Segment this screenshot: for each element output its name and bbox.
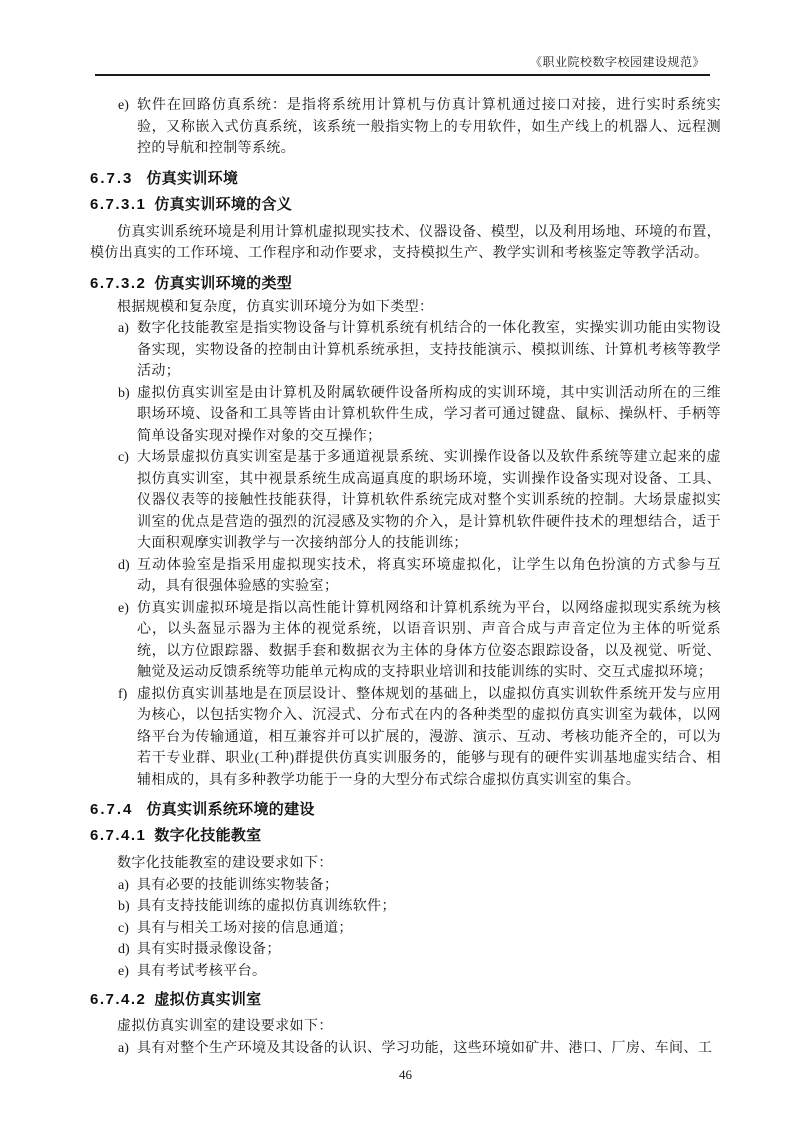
list-item-text: 大场景虚拟仿真实训室是基于多通道视景系统、实训操作设备以及软件系统等建立起来的虚拟仿真实训室，其中视景系统生成高逼真度的职场环境，实训操作设备实现对设备、工具、仪器仪表等的接触性技能获得，计算机软件系统完成对整个实训系统的控制。大场景虚拟实训室的优点是营造的强烈的沉浸感及实物的介入，是计算机软件硬件技术的理想结合，适于大面积观摩实训教学与一次接纳部分人的技能训练； bbox=[137, 450, 721, 551]
list-item-text: 虚拟仿真实训室是由计算机及附属软硬件设备所构成的实训环境，其中实训活动所在的三维职场环境、设备和工具等皆由计算机软件生成，学习者可通过键盘、鼠标、操纵杆、手柄等简单设备实现对操作对象的交互操作； bbox=[137, 385, 721, 444]
header-rule bbox=[95, 74, 710, 76]
list-item bbox=[90, 939, 721, 961]
list-item-text: 具有支持技能训练的虚拟仿真训练软件； bbox=[137, 899, 396, 914]
heading-number: 6.7.4 bbox=[90, 801, 134, 818]
page-number: 46 bbox=[399, 1067, 412, 1082]
list-item bbox=[90, 383, 721, 448]
paragraph-6731: 仿真实训系统环境是利用计算机虚拟现实技术、仪器设备、模型，以及利用场地、环境的布置，模仿出真实的工作环境、工作程序和动作要求，支持模拟生产、教学实训和考核鉴定等教学活动。 bbox=[90, 224, 721, 261]
list-item-marker: c) bbox=[118, 450, 129, 465]
heading-number: 6.7.4.2 bbox=[90, 991, 147, 1008]
heading-title: 仿真实训环境 bbox=[146, 169, 239, 187]
list-item-marker: d) bbox=[118, 557, 130, 573]
heading-6731 bbox=[90, 195, 721, 215]
paragraph-6732-lead: 根据规模和复杂度，仿真实训环境分为如下类型： bbox=[117, 299, 434, 315]
list-item-marker: a) bbox=[118, 1040, 129, 1056]
running-header bbox=[95, 53, 710, 70]
list-item bbox=[90, 598, 721, 684]
list-item-marker: e) bbox=[118, 98, 129, 113]
heading-title: 仿真实训环境的类型 bbox=[154, 274, 293, 292]
list-item bbox=[90, 918, 721, 940]
heading-6742 bbox=[90, 990, 721, 1010]
list-item-text: 软件在回路仿真系统：是指将系统用计算机与仿真计算机通过接口对接，进行实时系统实验，又称嵌入式仿真系统，该系统一般指实物上的专用软件，如生产线上的机器人、远程测控的导航和控制等系统。 bbox=[137, 98, 721, 156]
heading-number: 6.7.3.1 bbox=[90, 195, 147, 213]
list-item-marker: e) bbox=[118, 600, 129, 616]
running-header-title: 《职业院校数字校园建设规范》 bbox=[529, 55, 705, 69]
list-item bbox=[90, 555, 721, 598]
list-item-marker: d) bbox=[118, 942, 130, 957]
list-item-text: 具有与相关工场对接的信息通道； bbox=[137, 920, 353, 936]
list-item-text: 互动体验室是指采用虚拟现实技术，将真实环境虚拟化，让学生以角色扮演的方式参与互动，具有很强体验感的实验室； bbox=[137, 557, 721, 594]
heading-title: 仿真实训环境的含义 bbox=[154, 195, 293, 213]
list-item-text: 虚拟仿真实训基地是在顶层设计、整体规划的基础上，以虚拟仿真实训软件系统开发与应用为核心，以包括实物介入、沉浸式、分布式在内的各种类型的虚拟仿真实训室为载体，以网络平台为传输通道，相互兼容并可以扩展的，漫游、演示、互动、考核功能齐全的，可以为若干专业群、职业(工种)群提供仿真实训服务的，能够与现有的硬件实训基地虚实结合、相辅相成的，具有多种教学功能于一身的大型分布式综合虚拟仿真实训室的集合。 bbox=[137, 686, 721, 788]
heading-number: 6.7.3.2 bbox=[90, 274, 147, 292]
heading-title: 仿真实训系统环境的建设 bbox=[146, 801, 315, 818]
heading-number: 6.7.3 bbox=[90, 169, 134, 187]
list-item-text: 数字化技能教室是指实物设备与计算机系统有机结合的一体化教室，实操实训功能由实物设备实现，实物设备的控制由计算机系统承担，支持技能演示、模拟训练、计算机考核等教学活动； bbox=[137, 321, 721, 379]
list-item-text: 具有考试考核平台。 bbox=[137, 963, 267, 979]
list-item-marker: b) bbox=[118, 899, 130, 914]
list-item-text: 具有实时摄录像设备； bbox=[137, 942, 281, 957]
heading-6732 bbox=[90, 274, 721, 294]
heading-674 bbox=[90, 800, 721, 820]
list-item-marker: e) bbox=[118, 963, 129, 979]
list-item-marker: a) bbox=[118, 877, 129, 893]
list-item-text: 具有对整个生产环境及其设备的认识、学习功能，这些环境如矿井、港口、厂房、车间、工 bbox=[137, 1040, 713, 1056]
list-item-text: 具有必要的技能训练实物装备； bbox=[137, 877, 339, 893]
list-item-marker: b) bbox=[118, 385, 130, 401]
list-item-marker: f) bbox=[118, 686, 128, 702]
paragraph-6742-lead: 虚拟仿真实训室的建设要求如下： bbox=[117, 1019, 333, 1034]
heading-number: 6.7.4.1 bbox=[90, 827, 147, 844]
heading-6741 bbox=[90, 826, 721, 846]
list-item-text: 仿真实训虚拟环境是指以高性能计算机网络和计算机系统为平台，以网络虚拟现实系统为核心，以头盔显示器为主体的视觉系统，以语音识别、声音合成与声音定位为主体的听觉系统，以方位跟踪器、数据手套和数据衣为主体的身体方位姿态跟踪设备，以及视觉、听觉、触觉及运动反馈系统等功能单元构成的支持职业培训和技能训练的实时、交互式虚拟环境； bbox=[137, 600, 721, 680]
list-item-e-software-in-loop bbox=[90, 95, 721, 160]
list-item bbox=[90, 684, 721, 792]
heading-title: 虚拟仿真实训室 bbox=[154, 991, 262, 1008]
list-item bbox=[90, 896, 721, 918]
list-item bbox=[90, 318, 721, 383]
page-content bbox=[90, 95, 721, 1086]
list-item bbox=[90, 1038, 721, 1060]
list-item bbox=[90, 875, 721, 897]
list-item-marker: a) bbox=[118, 321, 129, 336]
paragraph-6741-lead: 数字化技能教室的建设要求如下： bbox=[117, 856, 333, 871]
list-item bbox=[90, 961, 721, 983]
list-item-marker: c) bbox=[118, 920, 129, 936]
list-item bbox=[90, 447, 721, 555]
heading-title: 数字化技能教室 bbox=[154, 827, 262, 844]
heading-673 bbox=[90, 169, 721, 189]
